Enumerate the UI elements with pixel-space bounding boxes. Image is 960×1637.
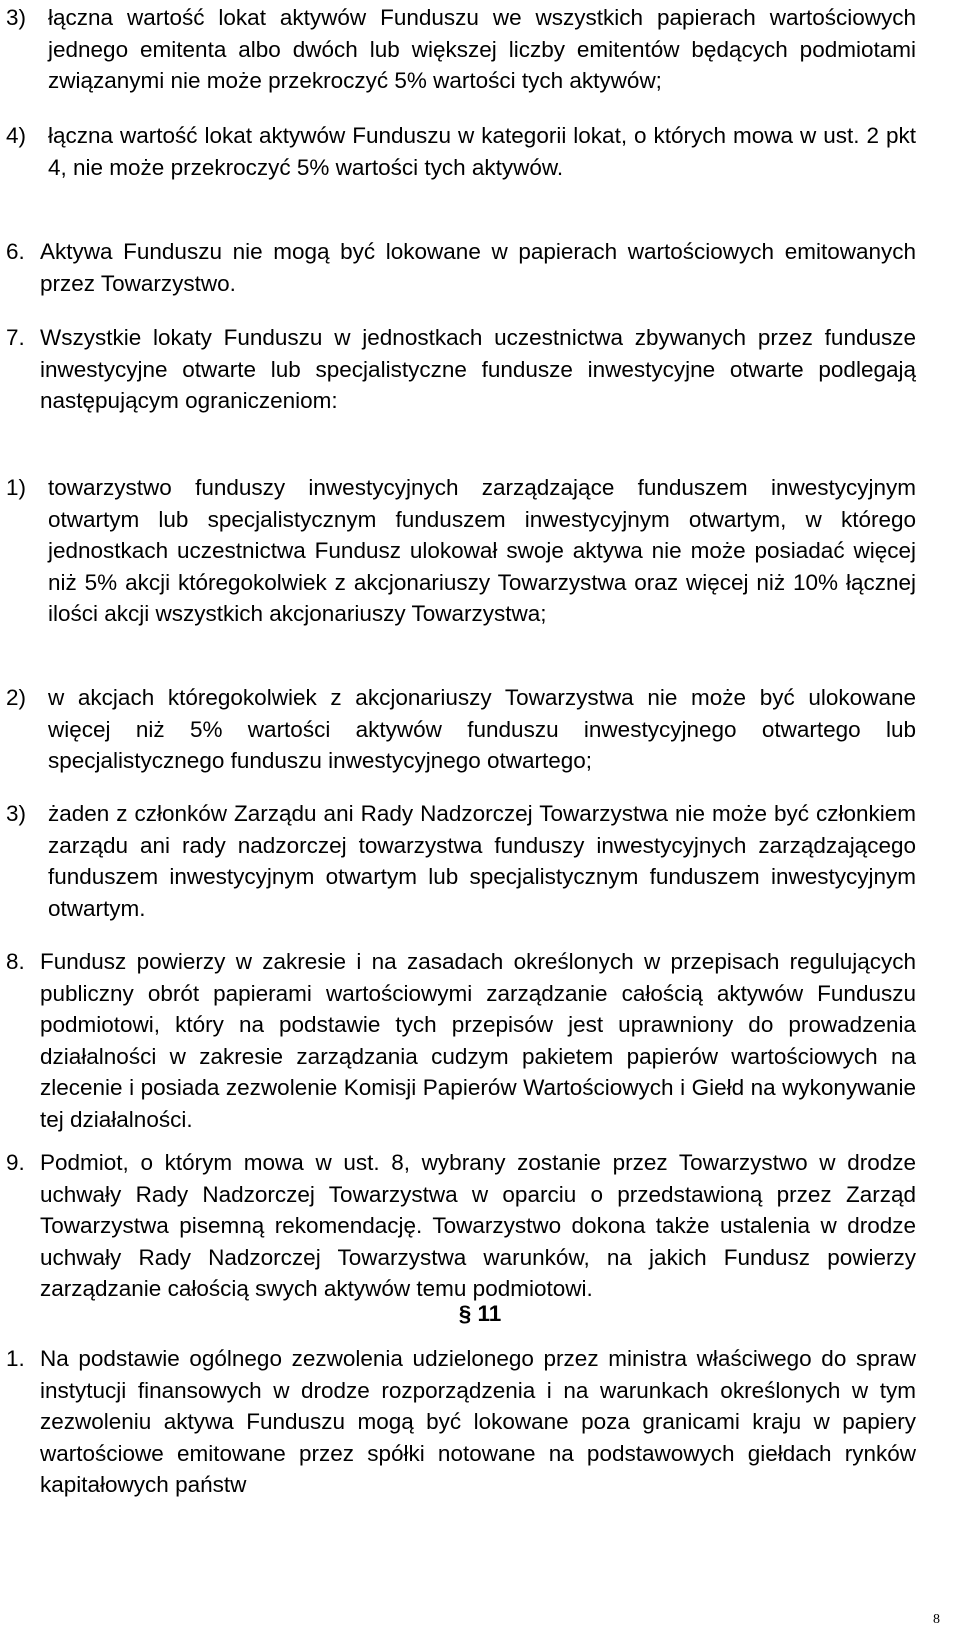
item-number: 2) bbox=[6, 685, 27, 710]
paragraph bbox=[6, 946, 916, 1135]
item-text: łączna wartość lokat aktywów Funduszu we wszystkich papierach wartościowych jednego emitenta albo dwóch lub większej liczby emitentów będących podmiotami związanymi nie może przekroczyć 5% wartości tych aktywów; bbox=[48, 5, 916, 93]
list-item bbox=[6, 472, 916, 630]
paragraph-number: 1. bbox=[6, 1346, 25, 1371]
item-number: 3) bbox=[6, 801, 27, 826]
section-heading: § 11 bbox=[458, 1301, 502, 1326]
paragraph-text: Wszystkie lokaty Funduszu w jednostkach uczestnictwa zbywanych przez fundusze inwestycyjne otwarte lub specjalistyczne fundusze inwestycyjne otwarte podlegają następującym ograniczeniom: bbox=[40, 325, 916, 413]
paragraph-number: 8. bbox=[6, 949, 25, 974]
list-item bbox=[6, 2, 916, 97]
paragraph bbox=[6, 236, 916, 299]
paragraph-number: 9. bbox=[6, 1150, 25, 1175]
item-number: 3) bbox=[6, 5, 27, 30]
paragraph bbox=[6, 1343, 916, 1501]
paragraph-text: Podmiot, o którym mowa w ust. 8, wybrany zostanie przez Towarzystwo w drodze uchwały Rady Nadzorczej Towarzystwa w oparciu o przedstawioną przez Zarząd Towarzystwa pisemną rekomendację. Towarzystwo dokona także ustalenia w drodze uchwały Rady Nadzorczej Towarzystwa warunków, na jakich Fundusz powierzy zarządzanie całością swych aktywów temu podmiotowi. bbox=[40, 1150, 916, 1301]
paragraph-text: Na podstawie ogólnego zezwolenia udzielonego przez ministra właściwego do spraw instytucji finansowych w drodze rozporządzenia i na warunkach określonych w tym zezwoleniu aktywa Funduszu mogą być lokowane poza granicami kraju w papiery wartościowe emitowane przez spółki notowane na podstawowych giełdach rynków kapitałowych państw bbox=[40, 1346, 916, 1497]
page-number: 8 bbox=[933, 1612, 940, 1627]
paragraph-text: Aktywa Funduszu nie mogą być lokowane w papierach wartościowych emitowanych przez Towarzystwo. bbox=[40, 239, 916, 296]
paragraph bbox=[6, 1147, 916, 1305]
item-text: w akcjach któregokolwiek z akcjonariuszy Towarzystwa nie może być ulokowane więcej niż 5% wartości aktywów funduszu inwestycyjnego otwartego lub specjalistycznego funduszu inwestycyjnego otwartego; bbox=[48, 685, 916, 773]
paragraph bbox=[6, 322, 916, 417]
item-number: 1) bbox=[6, 475, 27, 500]
item-text: towarzystwo funduszy inwestycyjnych zarządzające funduszem inwestycyjnym otwartym lub specjalistycznym funduszem inwestycyjnym otwartym, w którego jednostkach uczestnictwa Fundusz ulokował swoje aktywa nie może posiadać więcej niż 5% akcji któregokolwiek z akcjonariuszy Towarzystwa oraz więcej niż 10% łącznej ilości akcji wszystkich akcjonariuszy Towarzystwa; bbox=[48, 475, 916, 626]
paragraph-number: 7. bbox=[6, 325, 25, 350]
list-item bbox=[6, 798, 916, 924]
item-text: żaden z członków Zarządu ani Rady Nadzorczej Towarzystwa nie może być członkiem zarządu ani rady nadzorczej towarzystwa funduszy inwestycyjnych zarządzającego funduszem inwestycyjnym otwartym lub specjalistycznym funduszem inwestycyjnym otwartym. bbox=[48, 801, 916, 921]
list-item bbox=[6, 682, 916, 777]
list-item bbox=[6, 120, 916, 183]
paragraph-text: Fundusz powierzy w zakresie i na zasadach określonych w przepisach regulujących publiczny obrót papierami wartościowymi zarządzanie całością aktywów Funduszu podmiotowi, który na podstawie tych przepisów jest uprawniony do prowadzenia działalności w zakresie zarządzania cudzym pakietem papierów wartościowych na zlecenie i posiada zezwolenie Komisji Papierów Wartościowych i Giełd na wykonywanie tej działalności. bbox=[40, 949, 916, 1132]
item-text: łączna wartość lokat aktywów Funduszu w kategorii lokat, o których mowa w ust. 2 pkt 4, nie może przekroczyć 5% wartości tych aktywów. bbox=[48, 123, 916, 180]
paragraph-number: 6. bbox=[6, 239, 25, 264]
item-number: 4) bbox=[6, 123, 27, 148]
